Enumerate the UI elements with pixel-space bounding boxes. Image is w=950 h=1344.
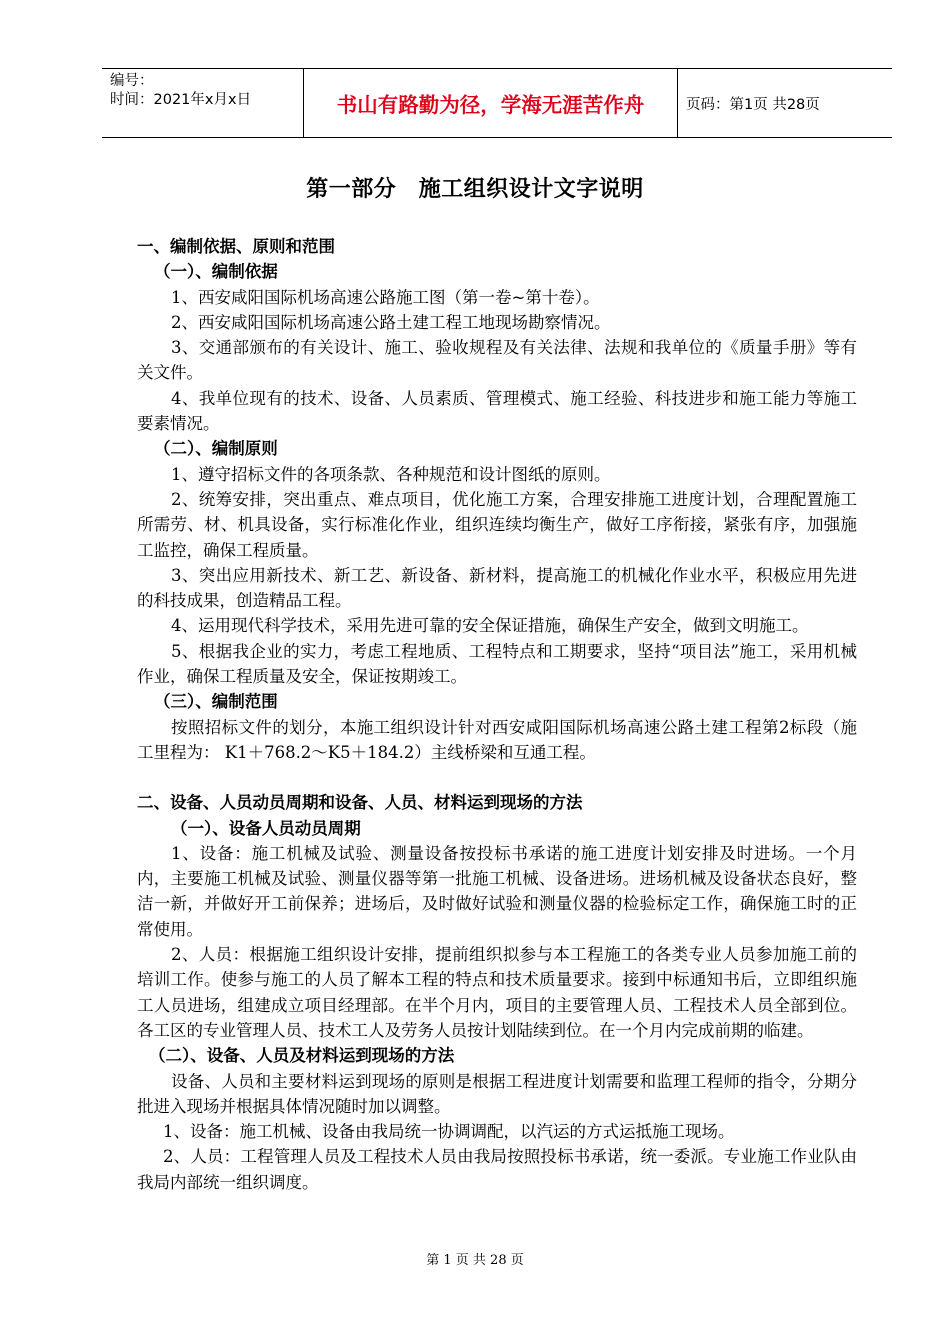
header-meta — [102, 69, 304, 137]
paragraph: 3、突出应用新技术、新工艺、新设备、新材料，提高施工的机械化作业水平，积极应用先进的科技成果，创造精品工程。 — [137, 565, 857, 611]
header-page-info: 页码：第1页 共28页 — [686, 96, 820, 113]
document-time-label: 时间：2021年x月x日 — [110, 92, 252, 108]
page-header — [102, 68, 892, 138]
section-1-3-heading: （三）、编制范围 — [154, 692, 278, 712]
header-motto: 书山有路勤为径，学海无涯苦作舟 — [304, 69, 678, 137]
paragraph: 4、运用现代科学技术，采用先进可靠的安全保证措施，确保生产安全，做到文明施工。 — [171, 616, 809, 636]
page-footer: 第 1 页 共 28 页 — [426, 1253, 524, 1268]
paragraph: 3、交通部颁布的有关设计、施工、验收规程及有关法律、法规和我单位的《质量手册》等有关文件。 — [137, 338, 857, 383]
section-1-1-heading: （一）、编制依据 — [154, 262, 278, 282]
document-number-label: 编号： — [110, 73, 154, 89]
paragraph: 2、西安咸阳国际机场高速公路土建工程工地现场勘察情况。 — [171, 312, 611, 332]
paragraph: 按照招标文件的划分，本施工组织设计针对西安咸阳国际机场高速公路土建工程第2标段（施工里程为： K1＋768.2～K5＋184.2）主线桥梁和互通工程。 — [137, 717, 857, 762]
section-2-2-heading: （二）、设备、人员及材料运到现场的方法 — [149, 1046, 455, 1066]
paragraph: 2、统筹安排，突出重点、难点项目，优化施工方案，合理安排施工进度计划，合理配置施工所需劳、材、机具设备，实行标准化作业，组织连续均衡生产，做好工序衔接，紧张有序，加强施工监控，确保工程质量。 — [137, 489, 857, 560]
section-1-heading: 一、编制依据、原则和范围 — [137, 237, 335, 256]
spacer — [137, 765, 857, 790]
paragraph: 2、人员：工程管理人员及工程技术人员由我局按照投标书承诺，统一委派。专业施工作业队由我局内部统一组织调度。 — [137, 1147, 857, 1192]
paragraph: 2、人员：根据施工组织设计安排，提前组织拟参与本工程施工的各类专业人员参加施工前的培训工作。使参与施工的人员了解本工程的特点和技术质量要求。接到中标通知书后，立即组织施工人员进场，组建成立项目经理部。在半个月内，项目的主要管理人员、工程技术人员全部到位。各工区的专业管理人员、技术工人及劳务人员按计划陆续到位。在一个月内完成前期的临建。 — [137, 945, 857, 1040]
paragraph: 1、设备：施工机械、设备由我局统一协调调配，以汽运的方式运抵施工现场。 — [163, 1122, 735, 1142]
paragraph: 1、遵守招标文件的各项条款、各种规范和设计图纸的原则。 — [171, 464, 611, 484]
paragraph: 4、我单位现有的技术、设备、人员素质、管理模式、施工经验、科技进步和施工能力等施工要素情况。 — [137, 388, 857, 434]
section-2-heading: 二、设备、人员动员周期和设备、人员、材料运到现场的方法 — [137, 793, 583, 813]
paragraph: 1、设备：施工机械及试验、测量设备按投标书承诺的施工进度计划安排及时进场。一个月内，主要施工机械及试验、测量仪器等第一批施工机械、设备进场。进场机械及设备状态良好，整洁一新，并做好开工前保养；进场后，及时做好试验和测量仪器的检验标定工作，确保施工时的正常使用。 — [137, 843, 857, 939]
paragraph: 5、根据我企业的实力，考虑工程地质、工程特点和工期要求，坚持“项目法”施工，采用机械作业，确保工程质量及安全，保证按期竣工。 — [137, 641, 857, 687]
section-2-1-heading: （一）、设备人员动员周期 — [171, 818, 361, 838]
paragraph: 1、西安咸阳国际机场高速公路施工图（第一卷~第十卷）。 — [171, 287, 600, 307]
section-1-2-heading: （二）、编制原则 — [154, 439, 278, 459]
document-body — [137, 234, 857, 1195]
paragraph: 设备、人员和主要材料运到现场的原则是根据工程进度计划需要和监理工程师的指令，分期分批进入现场并根据具体情况随时加以调整。 — [137, 1071, 857, 1116]
document-title: 第一部分 施工组织设计文字说明 — [306, 177, 644, 202]
